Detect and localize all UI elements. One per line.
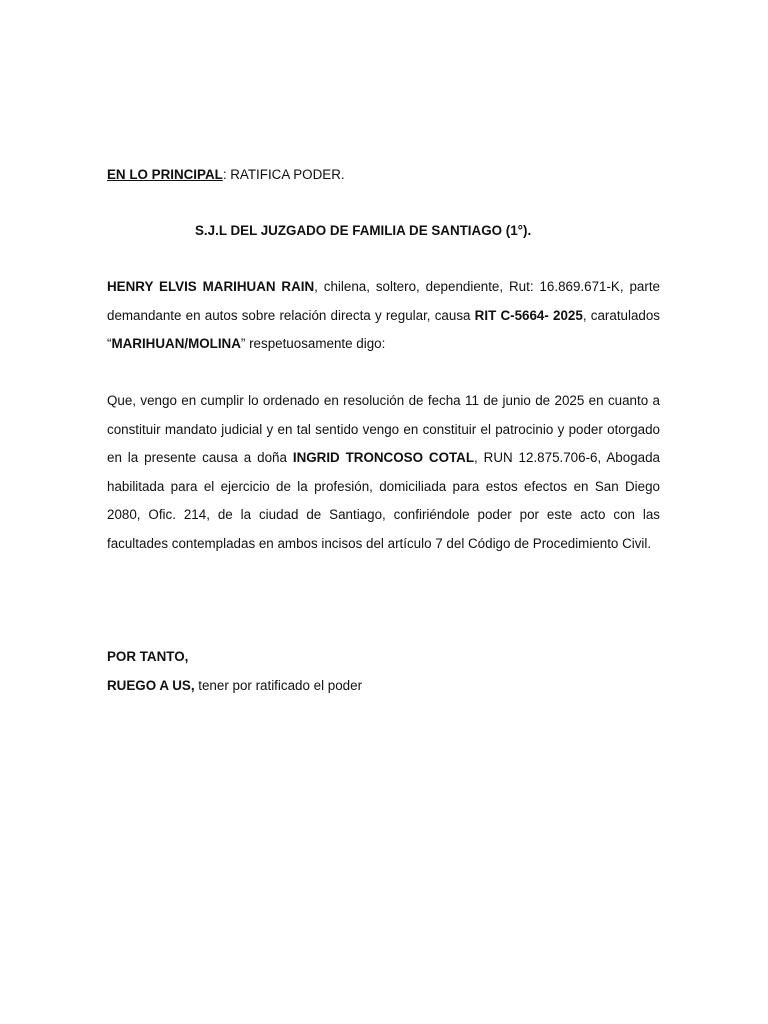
- petitorio: [107, 677, 660, 695]
- paragraph-comparecencia: [107, 273, 660, 359]
- party-name: HENRY ELVIS MARIHUAN RAIN: [107, 279, 315, 294]
- para2-text-1: Que, vengo en cumplir lo ordenado en resolución de fecha 11 de junio de 2025 en cuanto a constituir mandato judicial y en tal sentido vengo en constituir el patrocinio y poder otorgado en la presente causa a doña: [107, 393, 660, 466]
- sumilla-text: RATIFICA PODER.: [230, 167, 345, 182]
- court-heading: S.J.L DEL JUZGADO DE FAMILIA DE SANTIAGO (1°).: [195, 223, 532, 238]
- paragraph-body: [107, 387, 660, 559]
- para2-text-2: , RUN 12.875.706-6, Abogada habilitada para el ejercicio de la profesión, domiciliada para estos efectos en San Diego 2080, Ofic. 214, de la ciudad de Santiago, confiriéndole poder por este acto con las facultades contempladas en ambos incisos del artículo 7 del Código de Procedimiento Civil.: [107, 450, 660, 551]
- para1-text-3: ” respetuosamente digo:: [240, 336, 386, 352]
- sumilla-line: [107, 166, 660, 184]
- case-caratula: MARIHUAN/MOLINA: [111, 336, 241, 352]
- sumilla-separator: :: [222, 167, 231, 182]
- lawyer-name: INGRID TRONCOSO COTAL: [292, 450, 475, 466]
- por-tanto: POR TANTO,: [107, 649, 189, 664]
- ruego-text: tener por ratificado el poder: [194, 678, 363, 693]
- case-rit: RIT C-5664- 2025: [474, 307, 583, 323]
- sumilla-label: EN LO PRINCIPAL: [107, 167, 223, 182]
- para1-text-1: , chilena, soltero, dependiente, Rut: 16.869.671-K, parte demandante en autos sobre relación directa y regular, causa: [107, 279, 661, 323]
- ruego-label: RUEGO A US,: [107, 678, 195, 693]
- para1-text-2: , caratulados “: [107, 307, 661, 352]
